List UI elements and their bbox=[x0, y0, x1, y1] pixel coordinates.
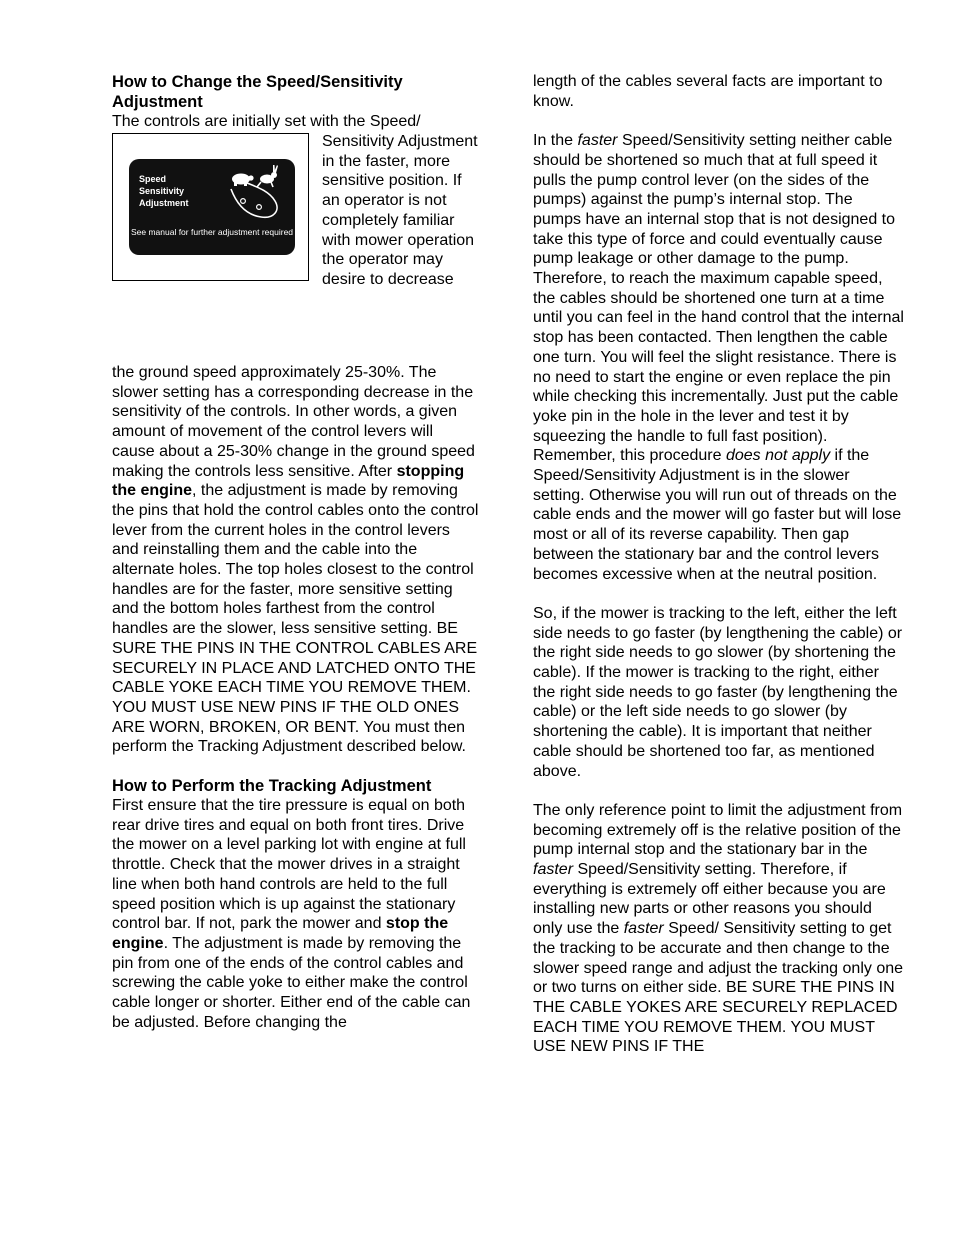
wrapped-text bbox=[322, 132, 482, 290]
text-run: if the Speed/Sensitivity Adjustment is in the slower setting. Otherwise you will run out of threads on the cable ends and the mower will go faster but will lose most or all of its reverse capability. Then gap between the stationary bar and the control levers becomes excessive when at the neutral position. bbox=[533, 447, 902, 583]
bold-text: stop the engine bbox=[112, 915, 449, 952]
decal-note: See manual for further adjustment required bbox=[130, 227, 294, 237]
paragraph-tracking-direction: So, if the mower is tracking to the left, either the left side needs to go faster (by lengthening the cable) or the right side needs to go slower (by shortening the cable). If the mower is tracking to the right, either the right side needs to go faster (by lengthening the cable) or the left side needs to go slower (by shortening the cable). It is important that neither cable should be shortened too far, as mentioned above. bbox=[533, 604, 903, 780]
paragraph-speed-body bbox=[112, 363, 480, 757]
left-column bbox=[112, 72, 480, 1033]
italic-text: does not apply bbox=[725, 447, 831, 465]
paragraph-tracking bbox=[112, 796, 480, 1032]
text-run: The only reference point to limit the adjustment from becoming extremely off is the relative position of the pump internal stop and the stationary bar in the bbox=[533, 801, 903, 859]
heading-tracking: How to Perform the Tracking Adjustment bbox=[112, 777, 432, 796]
decal-figure bbox=[112, 133, 309, 281]
bold-text: stopping the engine bbox=[112, 462, 465, 500]
hole-icon bbox=[241, 199, 246, 204]
paragraph-wrap: Sensitivity Adjustment in the faster, more sensitive position. If an operator is not completely familiar with mower operation the operator may desire to decrease bbox=[322, 133, 478, 288]
paragraph-cables-intro: length of the cables several facts are important to know. bbox=[533, 73, 883, 110]
lever-outline-icon bbox=[231, 183, 277, 217]
paragraph-faster-setting bbox=[533, 131, 905, 584]
text-run: the ground speed approximately 25-30%. The slower setting has a corresponding decrease in the sensitivity of the controls. In other words, a given amount of movement of the control levers will cause about a 25-30% change in the ground speed making the controls less sensitive. After bbox=[112, 364, 475, 480]
right-column bbox=[533, 72, 905, 1057]
hole-icon bbox=[257, 205, 262, 210]
italic-text: faster bbox=[533, 861, 574, 879]
text-run: Speed/ Sensitivity setting to get the tracking to be accurate and then change to the slower speed range and adjust the tracking only one or two turns on either side. BE SURE THE PINS IN THE CABLE YOKES ARE SECURELY REPLACED EACH TIME YOU REMOVE THEM. YOU MUST USE NEW PINS IF THE bbox=[533, 920, 904, 1056]
speed-sensitivity-decal bbox=[129, 159, 295, 255]
text-run: Speed/Sensitivity setting neither cable should be shortened so much that at full speed it pulls the pump control lever (on the sides of the pumps) against the pump’s internal stop. The pumps have an internal stop that is not designed to take this type of force and could eventually cause pump leakage or other damage to the pump. Therefore, to reach the maximum capable speed, the cables should be shortened one turn at a time until you can feel in the hand control that the internal stop has been contacted. Then lengthen the cable one turn. You will feel the slight resistance. There is no need to start the engine or even replace the pin while checking this incrementally. Just put the cable yoke pin in the hole in the lever and test it by squeezing the handle to full fast position). Remember, this procedure bbox=[533, 132, 904, 465]
paragraph-reference-point bbox=[533, 801, 905, 1057]
figure-wrap bbox=[112, 112, 480, 309]
paragraph-line: The controls are initially set with the Speed/ bbox=[112, 113, 421, 130]
text-run: First ensure that the tire pressure is equal on both rear drive tires and equal on both front tires. Drive the mower on a level parking lot with engine at full throttle. Check that the mower drives in a straight line when both hand controls are held to the full speed position which is up against the stationary control bar. If not, park the mower and bbox=[112, 797, 466, 933]
text-run: In the bbox=[533, 132, 578, 150]
text-run: . The adjustment is made by removing the pin from one of the ends of the control cables and screwing the cable yoke to either make the control cable longer or shorter. Either end of the cable can be adjusted. Before changing the bbox=[112, 934, 471, 1031]
text-run: Speed/Sensitivity setting. Therefore, if everything is extremely off either because you are installing new parts or other reasons you should only use the bbox=[533, 861, 886, 938]
decal-graphic bbox=[217, 165, 292, 225]
rabbit-icon bbox=[257, 165, 278, 187]
italic-text: faster bbox=[577, 132, 618, 150]
decal-title: Speed Sensitivity Adjustment bbox=[139, 174, 189, 208]
italic-text: faster bbox=[623, 920, 664, 938]
heading-speed-sensitivity: How to Change the Speed/Sensitivity Adjustment bbox=[112, 73, 403, 111]
text-run: , the adjustment is made by removing the pins that hold the control cables onto the control lever from the current holes in the control levers and reinstalling them and the cable into the alternate holes. The top holes closest to the control handles are for the faster, more sensitive setting and the bottom holes farthest from the control handles are the slower, less sensitive setting. BE SURE THE PINS IN THE CONTROL CABLES ARE SECURELY IN PLACE AND LATCHED ONTO THE CABLE YOKE EACH TIME YOU REMOVE THEM. YOU MUST USE NEW PINS IF THE OLD ONES ARE WORN, BROKEN, OR BENT. You must then perform the Tracking Adjustment described below. bbox=[112, 482, 479, 756]
